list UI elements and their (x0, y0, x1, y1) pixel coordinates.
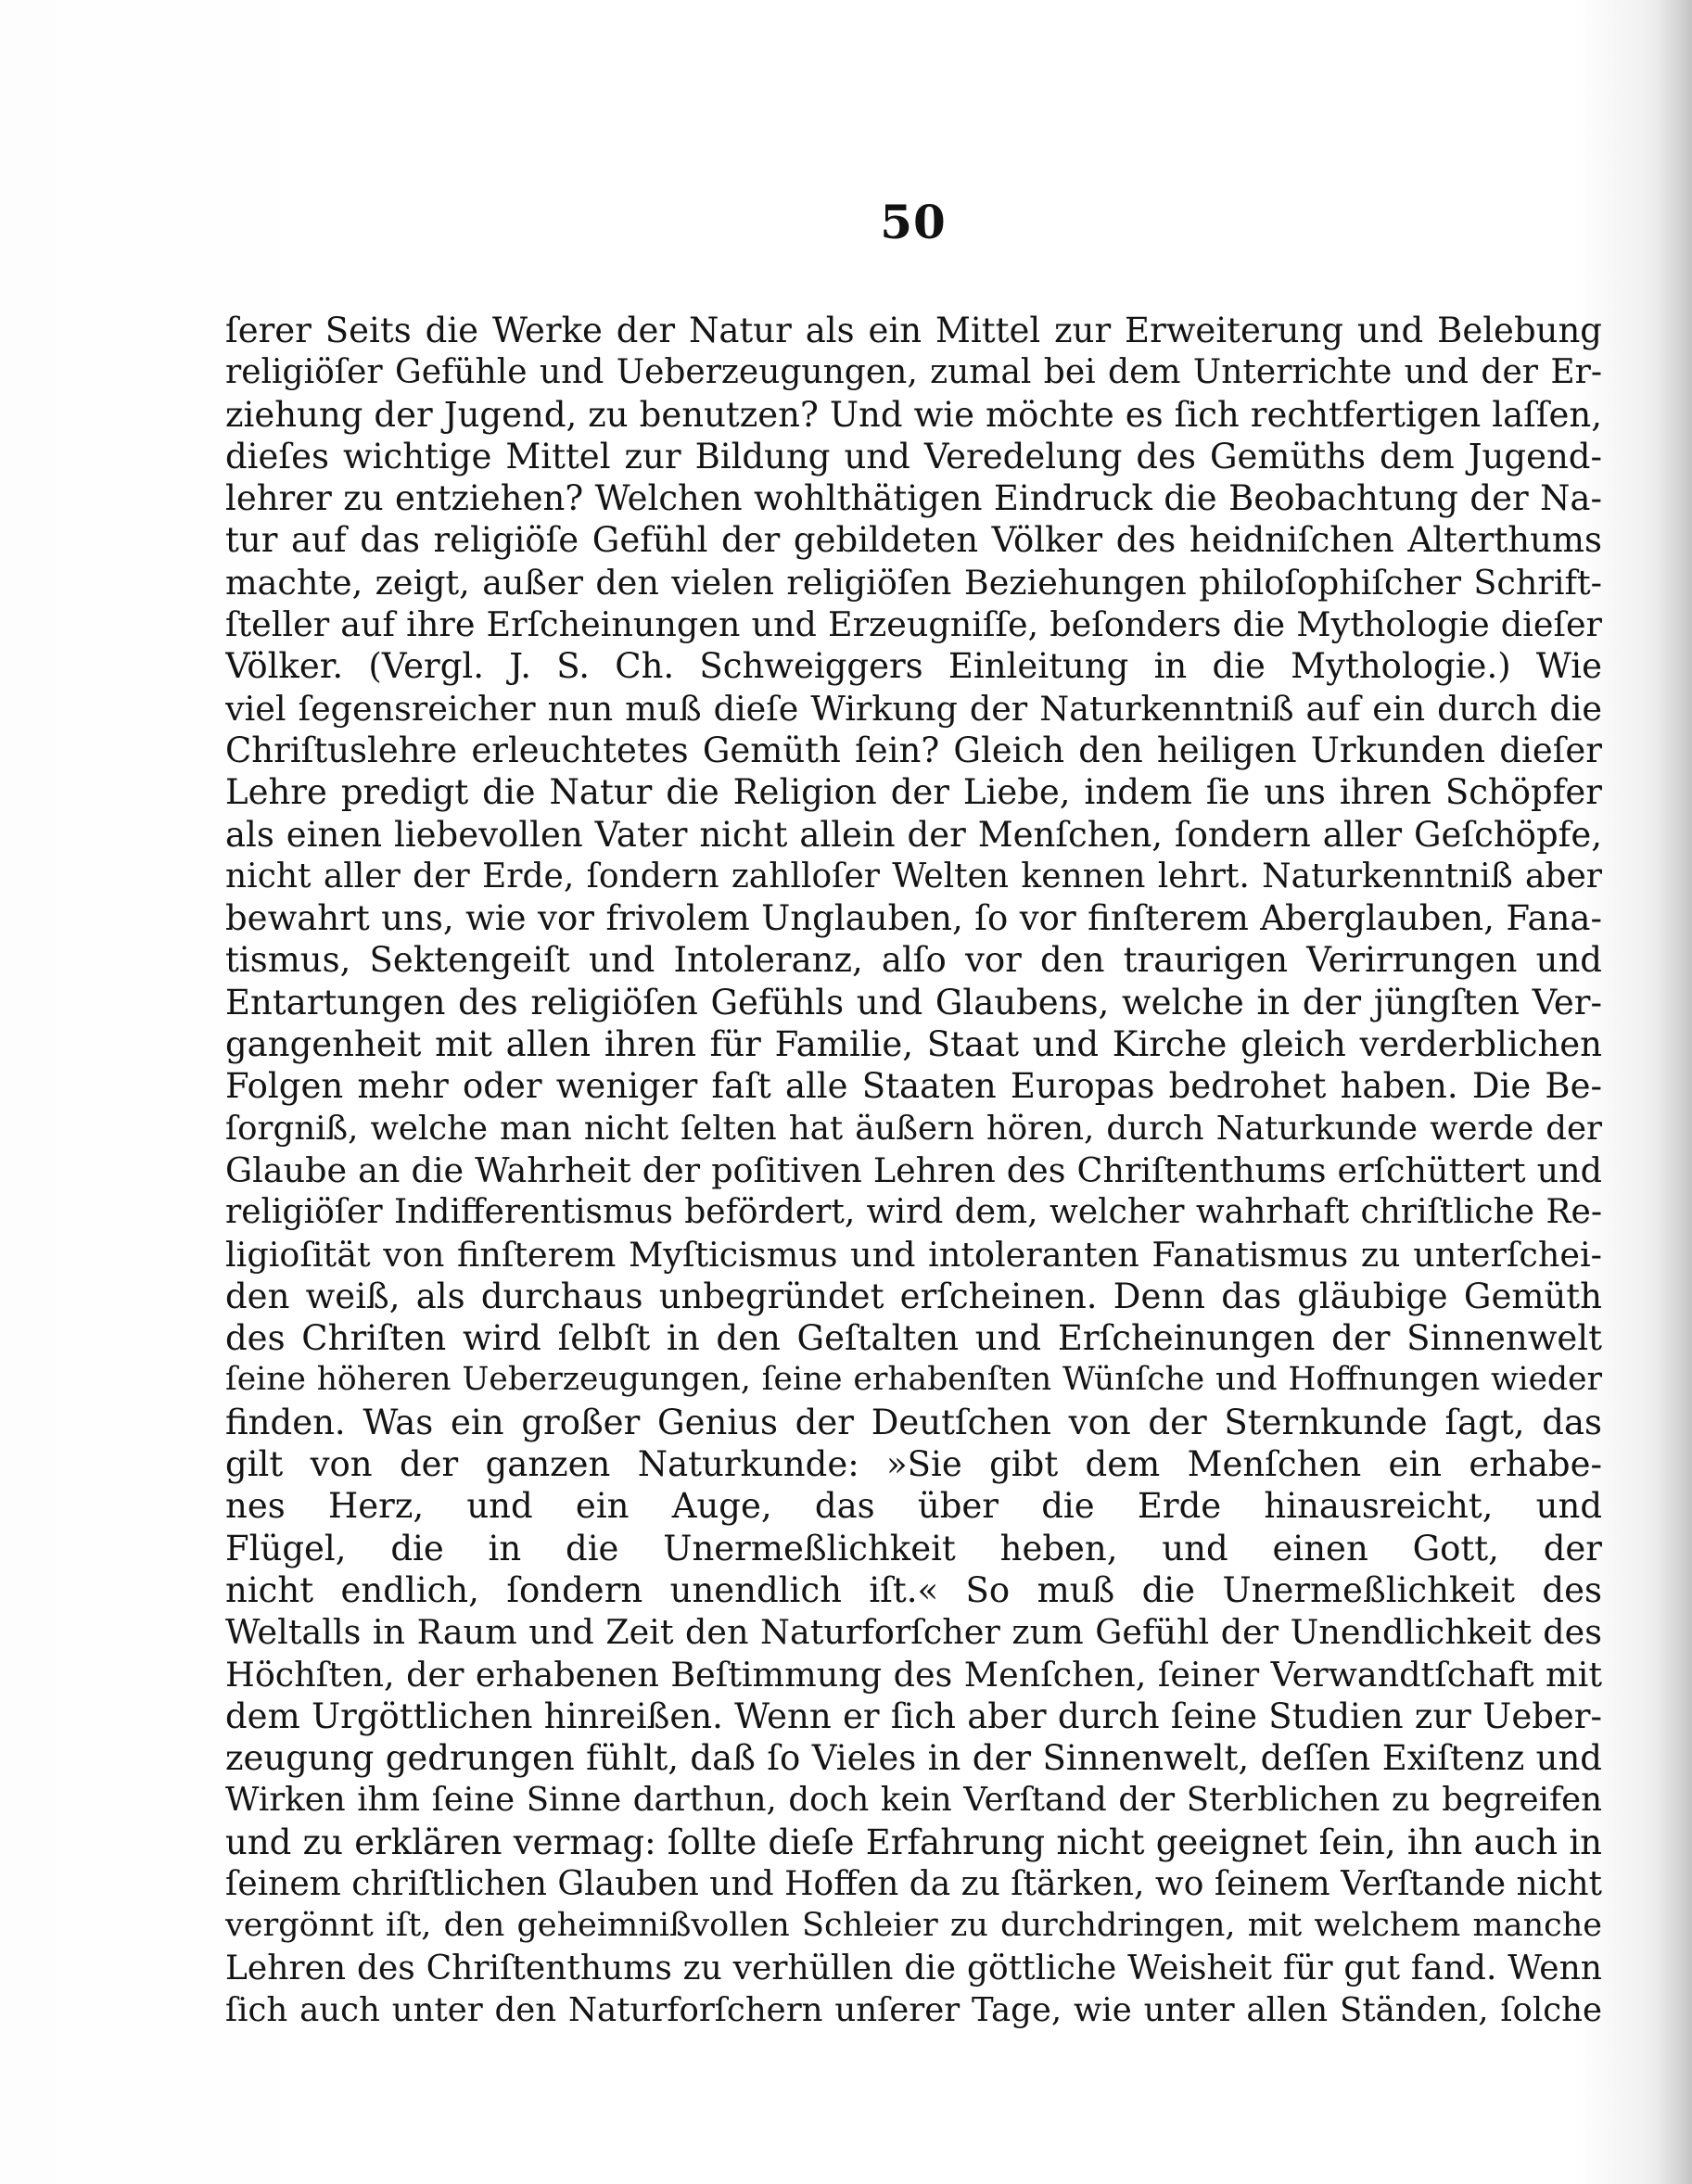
text-line: ſich auch unter den Naturforſchern unſerer Tage, wie unter allen Ständen, ſolche (225, 1990, 1602, 2029)
text-line: ligioſität von finſterem Myſticismus und intoleranten Fanatismus zu unterſchei- (225, 1234, 1602, 1275)
text-line: nicht aller der Erde, ſondern zahlloſer Welten kennen lehrt. Naturkenntniß aber (225, 857, 1602, 895)
text-line: nicht endlich, ſondern unendlich iſt.« So muß die Unermeßlichkeit des (225, 1569, 1602, 1610)
text-line: lehrer zu entziehen? Welchen wohlthätigen Eindruck die Beobachtung der Na- (225, 478, 1602, 519)
text-line: als einen liebevollen Vater nicht allein der Menſchen, ſondern aller Geſchöpfe, (225, 814, 1602, 855)
text-line: Völker. (Vergl. J. S. Ch. Schweiggers Einleitung in die Mythologie.) Wie (225, 646, 1602, 687)
text-line: Folgen mehr oder weniger faſt alle Staaten Europas bedrohet haben. Die Be- (225, 1066, 1602, 1107)
text-line: ſeine höheren Ueberzeugungen, ſeine erhabenſten Wünſche und Hoffnungen wieder (225, 1361, 1602, 1399)
text-line: Lehre predigt die Natur die Religion der Liebe, indem ſie uns ihren Schöpfer (225, 772, 1602, 813)
text-line: ſorgniß, welche man nicht ſelten hat äußern hören, durch Naturkunde werde der (225, 1109, 1602, 1148)
text-line: Entartungen des religiöſen Gefühls und Glaubens, welche in der jüngſten Ver- (225, 982, 1602, 1022)
text-line: religiöſer Indifferentismus befördert, wird dem, welcher wahrhaft chriſtliche Re- (225, 1193, 1602, 1232)
text-line: zeugung gedrungen fühlt, daß ſo Vieles in der Sinnenwelt, deſſen Exiſtenz und (225, 1738, 1602, 1779)
text-line: dieſes wichtige Mittel zur Bildung und Veredelung des Gemüths dem Jugend- (225, 436, 1602, 476)
page-edge-shadow (1655, 0, 1692, 2184)
text-line: bewahrt uns, wie vor frivolem Unglauben, ſo vor finſterem Aberglauben, Fana- (225, 898, 1602, 939)
text-line: des Chriſten wird ſelbſt in den Geſtalten und Erſcheinungen der Sinnenwelt (225, 1318, 1602, 1359)
text-line: gilt von der ganzen Naturkunde: »Sie gibt dem Menſchen ein erhabe- (225, 1444, 1602, 1485)
text-line: ſerer Seits die Werke der Natur als ein Mittel zur Erweiterung und Belebung (225, 311, 1602, 350)
text-line: viel ſegensreicher nun muß dieſe Wirkung der Naturkenntniß auf ein durch die (225, 688, 1602, 729)
text-line: religiöſer Gefühle und Ueberzeugungen, zumal bei dem Unterrichte und der Er- (225, 353, 1602, 392)
body-text (225, 310, 1602, 2031)
text-line: gangenheit mit allen ihren für Familie, Staat und Kirche gleich verderblichen (225, 1024, 1602, 1065)
text-line: tur auf das religiöſe Gefühl der gebildeten Völker des heidniſchen Alterthums (225, 520, 1602, 561)
text-line: ſteller auf ihre Erſcheinungen und Erzeugniſſe, beſonders die Mythologie dieſer (225, 604, 1602, 645)
text-line: dem Urgöttlichen hinreißen. Wenn er ſich aber durch ſeine Studien zur Ueber- (225, 1695, 1602, 1736)
text-line: Flügel, die in die Unermeßlichkeit heben, und einen Gott, der (225, 1528, 1602, 1568)
text-line: Wirken ihm ſeine Sinne darthun, doch kein Verſtand der Sterblichen zu begreifen (225, 1781, 1602, 1820)
text-line: Lehren des Chriſtenthums zu verhüllen die göttliche Weisheit für gut fand. Wenn (225, 1949, 1602, 1987)
text-line: Glaube an die Wahrheit der poſitiven Lehren des Chriſtenthums erſchüttert und (225, 1149, 1602, 1190)
text-line: finden. Was ein großer Genius der Deutſchen von der Sternkunde ſagt, das (225, 1402, 1602, 1442)
text-line: Höchſten, der erhabenen Beſtimmung des Menſchen, ſeiner Verwandtſchaft mit (225, 1654, 1602, 1695)
text-line: machte, zeigt, außer den vielen religiöſen Beziehungen philoſophiſcher Schrift- (225, 562, 1602, 603)
text-line: ziehung der Jugend, zu benutzen? Und wie möchte es ſich rechtfertigen laſſen, (225, 394, 1602, 435)
text-line: den weiß, als durchaus unbegründet erſcheinen. Denn das gläubige Gemüth (225, 1276, 1602, 1316)
text-line: Chriſtuslehre erleuchtetes Gemüth ſein? Gleich den heiligen Urkunden dieſer (225, 730, 1602, 770)
text-line: Weltalls in Raum und Zeit den Naturforſcher zum Gefühl der Unendlichkeit des (225, 1612, 1602, 1653)
text-line: und zu erklären vermag: ſollte dieſe Erfahrung nicht geeignet ſein, ihn auch in (225, 1822, 1602, 1862)
text-line: nes Herz, und ein Auge, das über die Erde hinausreicht, und (225, 1486, 1602, 1527)
text-line: tismus, Sektengeiſt und Intoleranz, alſo vor den traurigen Verirrungen und (225, 940, 1602, 981)
text-line: vergönnt iſt, den geheimnißvollen Schleier zu durchdringen, mit welchem manche (225, 1907, 1602, 1945)
text-line: ſeinem chriſtlichen Glauben und Hoffen da zu ſtärken, wo ſeinem Verſtande nicht (225, 1864, 1602, 1903)
page-number: 50 (880, 195, 947, 249)
